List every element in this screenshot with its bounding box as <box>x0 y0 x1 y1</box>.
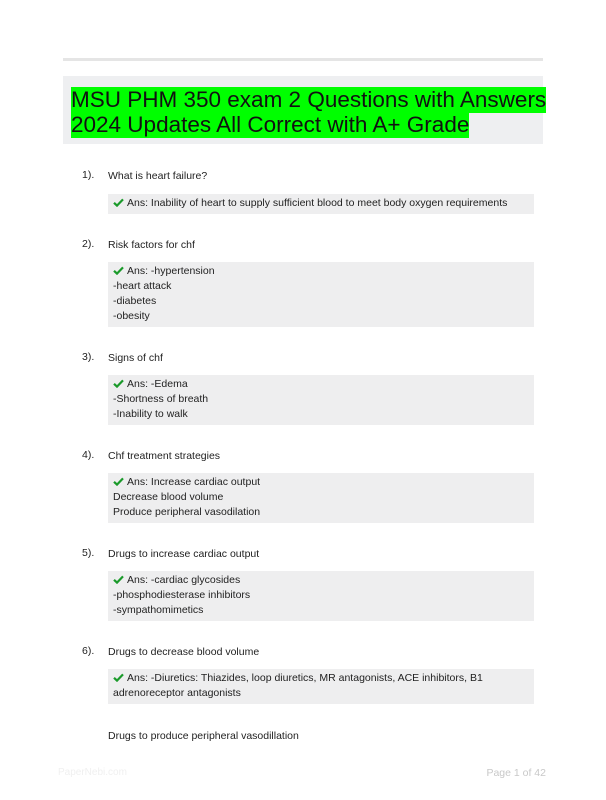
answer-line: Ans: Increase cardiac output <box>127 476 261 488</box>
answer-line: -heart attack <box>113 280 172 292</box>
question-number: 1). <box>82 169 95 181</box>
question-text: Drugs to decrease blood volume <box>108 646 260 658</box>
question-text: Drugs to produce peripheral vasodillation <box>108 730 299 742</box>
page-number: Page 1 of 42 <box>486 767 546 779</box>
answer-line: Ans: -cardiac glycosides <box>127 574 241 586</box>
check-icon <box>113 379 124 388</box>
check-icon <box>113 673 124 682</box>
check-icon <box>113 198 124 207</box>
footer-watermark: PaperNebi.com <box>58 767 127 778</box>
answer-box <box>108 262 534 327</box>
answer-box <box>108 473 534 523</box>
answer-box <box>108 375 534 425</box>
question-number: 6). <box>82 645 95 657</box>
question-number: 4). <box>82 449 95 461</box>
question-number: 3). <box>82 351 95 363</box>
question-text: Signs of chf <box>108 352 163 364</box>
answer-line: Ans: -Edema <box>127 378 188 390</box>
question-text: Chf treatment strategies <box>108 450 221 462</box>
check-icon <box>113 266 124 275</box>
answer-line: -phosphodiesterase inhibitors <box>113 589 251 601</box>
answer-box <box>108 571 534 621</box>
answer-line: -obesity <box>113 310 150 322</box>
answer-box <box>108 194 534 214</box>
answer-line: -diabetes <box>113 295 157 307</box>
answer-line: adrenoreceptor antagonists <box>113 687 241 699</box>
answer-line: Ans: -hypertension <box>127 265 215 277</box>
question-text: Risk factors for chf <box>108 239 195 251</box>
answer-line: -sympathomimetics <box>113 604 204 616</box>
question-number: 2). <box>82 238 95 250</box>
document-title-line-2: 2024 Updates All Correct with A+ Grade <box>71 112 470 137</box>
answer-line: Ans: Inability of heart to supply sufficient blood to meet body oxygen requirements <box>127 197 508 209</box>
top-divider <box>63 58 543 61</box>
answer-line: Ans: -Diuretics: Thiazides, loop diuretics, MR antagonists, ACE inhibitors, B1 <box>127 672 483 684</box>
question-text: What is heart failure? <box>108 170 208 182</box>
document-title-line-1: MSU PHM 350 exam 2 Questions with Answers <box>71 87 547 112</box>
answer-line: Decrease blood volume <box>113 491 224 503</box>
question-number: 5). <box>82 547 95 559</box>
answer-line: Produce peripheral vasodilation <box>113 506 261 518</box>
answer-line: -Inability to walk <box>113 408 188 420</box>
answer-box <box>108 669 534 704</box>
answer-line: -Shortness of breath <box>113 393 209 405</box>
check-icon <box>113 477 124 486</box>
question-text: Drugs to increase cardiac output <box>108 548 260 560</box>
check-icon <box>113 575 124 584</box>
